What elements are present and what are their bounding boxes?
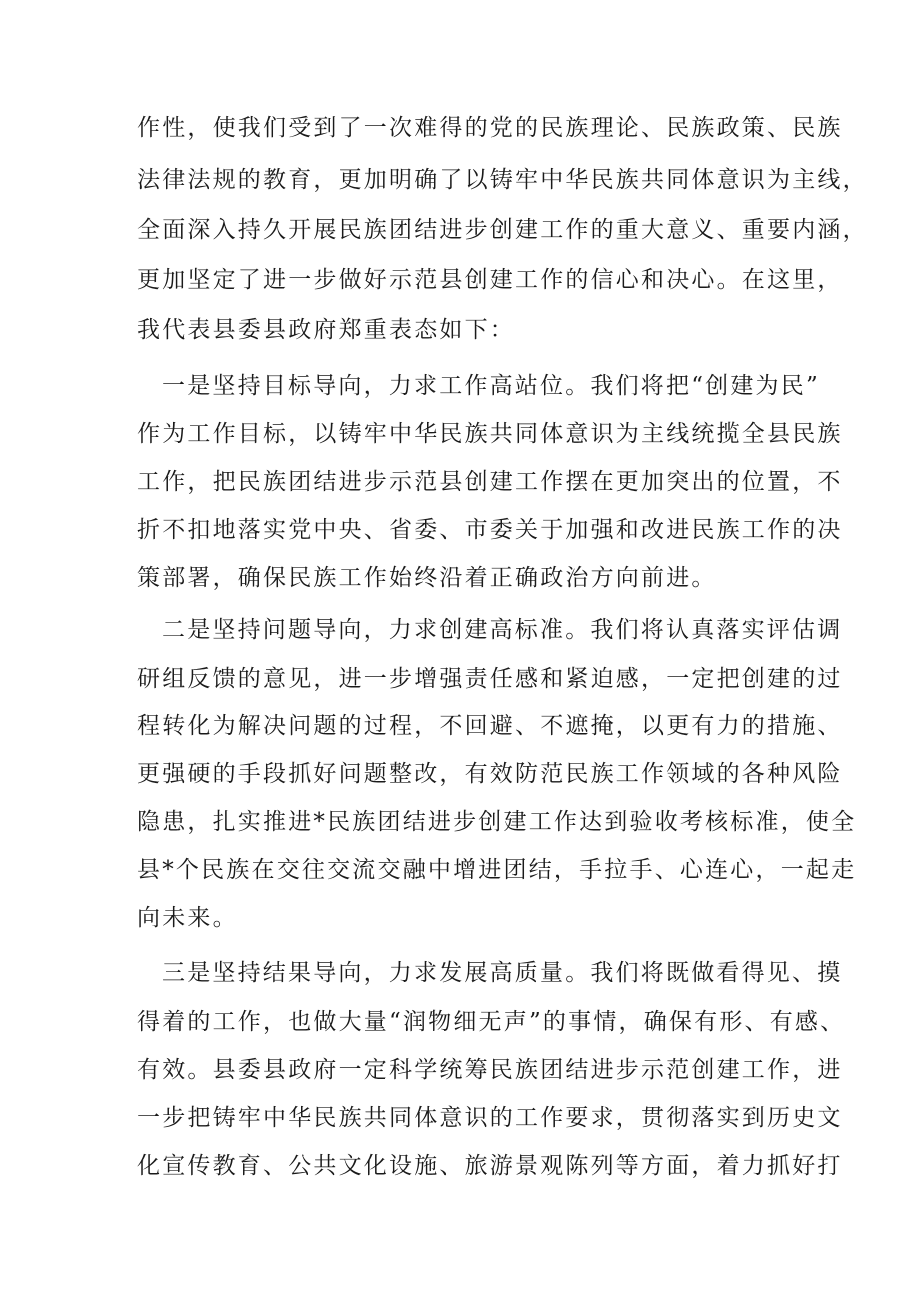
text-line: 研组反馈的意见，进一步增强责任感和紧迫感，一定把创建的过 (137, 666, 843, 692)
text-line: 折不扣地落实党中央、省委、市委关于加强和改进民族工作的决 (137, 517, 843, 543)
text-line: 向未来。 (137, 905, 238, 931)
text-line: 有效。县委县政府一定科学统筹民族团结进步示范创建工作，进 (137, 1057, 843, 1083)
paragraph-first-line: 二是坚持问题导向，力求创建高标准。我们将认真落实评估调 (162, 617, 843, 643)
text-line: 更强硬的手段抓好问题整改，有效防范民族工作领域的各种风险 (137, 761, 843, 787)
text-line: 化宣传教育、公共文化设施、旅游景观陈列等方面，着力抓好打 (137, 1153, 843, 1179)
paragraph-first-line: 三是坚持结果导向，力求发展高质量。我们将既做看得见、摸 (162, 960, 843, 986)
text-line: 得着的工作，也做大量“润物细无声”的事情，确保有形、有感、 (137, 1009, 846, 1035)
text-line: 程转化为解决问题的过程，不回避、不遮掩，以更有力的措施、 (137, 713, 843, 739)
text-line: 工作，把民族团结进步示范县创建工作摆在更加突出的位置，不 (137, 469, 843, 495)
text-line: 法律法规的教育，更加明确了以铸牢中华民族共同体意识为主线， (137, 167, 868, 193)
text-line: 作为工作目标，以铸牢中华民族共同体意识为主线统揽全县民族 (137, 421, 843, 447)
text-line: 我代表县委县政府郑重表态如下： (137, 317, 515, 343)
text-line: 县*个民族在交往交流交融中增进团结，手拉手、心连心，一起走 (137, 857, 857, 883)
text-line: 作性，使我们受到了一次难得的党的民族理论、民族政策、民族 (137, 115, 843, 141)
text-line: 策部署，确保民族工作始终沿着正确政治方向前进。 (137, 565, 717, 591)
text-line: 更加坚定了进一步做好示范县创建工作的信心和决心。在这里， (137, 267, 843, 293)
text-line: 一步把铸牢中华民族共同体意识的工作要求，贯彻落实到历史文 (137, 1105, 843, 1131)
text-line: 隐患，扎实推进*民族团结进步创建工作达到验收考核标准，使全 (137, 809, 857, 835)
paragraph-first-line: 一是坚持目标导向，力求工作高站位。我们将把“创建为民” (162, 373, 820, 399)
text-line: 全面深入持久开展民族团结进步创建工作的重大意义、重要内涵， (137, 217, 868, 243)
